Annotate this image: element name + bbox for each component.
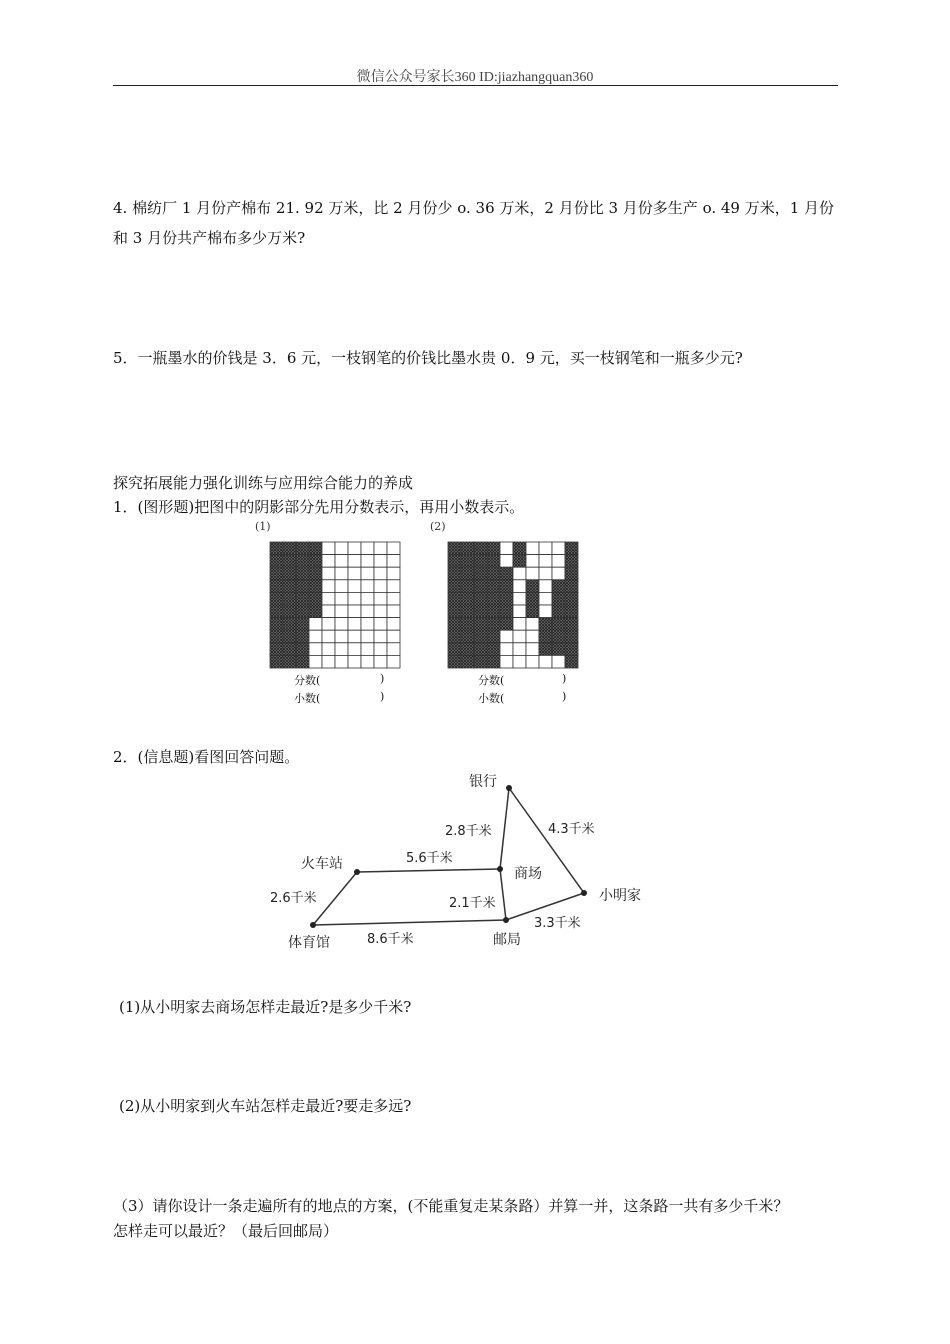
grid-cell-shaded xyxy=(539,618,552,631)
home-point xyxy=(581,890,587,896)
grid-cell-shaded xyxy=(500,618,513,631)
sub-question-1: (1)从小明家去商场怎样走最近?是多少千米? xyxy=(119,998,412,1016)
grid-cell-shaded xyxy=(448,592,461,605)
grid-cell-shaded xyxy=(448,542,461,555)
exercise-2: 2．(信息题)看图回答问题。 xyxy=(113,748,300,766)
grid-cell-shaded xyxy=(270,580,283,593)
grid-cell xyxy=(361,655,374,668)
route-map xyxy=(260,765,660,955)
station-label: 火车站 xyxy=(301,856,343,872)
grid-cell-shaded xyxy=(487,643,500,656)
grid-cell-shaded xyxy=(500,605,513,618)
grid-cell xyxy=(309,630,322,643)
grid-cell-shaded xyxy=(283,630,296,643)
grid-2-fraction-label: 分数( xyxy=(478,674,505,687)
grid-cell-shaded xyxy=(448,580,461,593)
grid-cell-shaded xyxy=(461,618,474,631)
distance-bank-home: 4.3千米 xyxy=(548,822,595,837)
grid-cell xyxy=(309,643,322,656)
grid-cell xyxy=(539,655,552,668)
grid-cell-shaded xyxy=(565,605,578,618)
grid-cell xyxy=(374,655,387,668)
road-mall-post xyxy=(500,869,506,920)
grid-cell-shaded xyxy=(283,605,296,618)
grid-cell-shaded xyxy=(448,567,461,580)
grid-cell-shaded xyxy=(474,542,487,555)
grid-cell xyxy=(361,643,374,656)
grid-2-decimal-line xyxy=(478,690,578,706)
grid-cell xyxy=(500,630,513,643)
grid-cell-shaded xyxy=(552,580,565,593)
grid-1-decimal-close: ) xyxy=(380,690,385,703)
gym-label: 体育馆 xyxy=(288,935,330,951)
grid-figure-2 xyxy=(426,520,586,710)
grid-cell-shaded xyxy=(565,655,578,668)
grid-cell-shaded xyxy=(461,542,474,555)
grid-cell xyxy=(387,643,400,656)
grid-cell-shaded xyxy=(461,643,474,656)
grid-cell xyxy=(374,630,387,643)
grid-cell-shaded xyxy=(539,643,552,656)
grid-cell xyxy=(387,655,400,668)
grid-cell xyxy=(348,592,361,605)
grid-cell xyxy=(348,630,361,643)
grid-cell-shaded xyxy=(474,618,487,631)
grid-cell-shaded xyxy=(526,592,539,605)
grid-cell-shaded xyxy=(283,655,296,668)
grid-cell-shaded xyxy=(487,555,500,568)
grid-cell xyxy=(335,567,348,580)
grid-2-fraction-line xyxy=(478,672,578,688)
grid-cell xyxy=(387,555,400,568)
grid-cell-shaded xyxy=(270,643,283,656)
grid-cell-shaded xyxy=(500,580,513,593)
grid-cell-shaded xyxy=(448,643,461,656)
grid-cell xyxy=(526,655,539,668)
grid-cell xyxy=(513,605,526,618)
grid-cell-shaded xyxy=(474,630,487,643)
grid-cell xyxy=(552,542,565,555)
grid-cell xyxy=(513,655,526,668)
grid-cell-shaded xyxy=(309,542,322,555)
grid-cell xyxy=(348,655,361,668)
grid-cell-shaded xyxy=(565,542,578,555)
grid-cell xyxy=(335,630,348,643)
grid-cell-shaded xyxy=(565,643,578,656)
grid-cell xyxy=(361,555,374,568)
grid-cell xyxy=(500,643,513,656)
grid-cell-shaded xyxy=(487,655,500,668)
grid-cell xyxy=(335,618,348,631)
grid-cell-shaded xyxy=(296,630,309,643)
grid-cell xyxy=(552,567,565,580)
grid-cell-shaded xyxy=(270,555,283,568)
bank-label: 银行 xyxy=(469,774,497,790)
grid-cell-shaded xyxy=(270,542,283,555)
distance-gym-post: 8.6千米 xyxy=(367,932,414,947)
grid-cell xyxy=(526,643,539,656)
grid-cell-shaded xyxy=(461,580,474,593)
grid-1-fraction-line xyxy=(294,672,394,688)
grid-2 xyxy=(447,541,579,669)
grid-2-decimal-label: 小数( xyxy=(478,692,505,705)
grid-cell-shaded xyxy=(487,542,500,555)
grid-cell xyxy=(374,592,387,605)
grid-cell-shaded xyxy=(565,567,578,580)
grid-cell-shaded xyxy=(461,655,474,668)
grid-cell-shaded xyxy=(448,555,461,568)
grid-cell-shaded xyxy=(448,618,461,631)
grid-cell xyxy=(552,555,565,568)
grid-cell xyxy=(335,592,348,605)
station-point xyxy=(354,869,360,875)
grid-1-decimal-label: 小数( xyxy=(294,692,321,705)
distance-post-home: 3.3千米 xyxy=(534,916,581,931)
grid-cell xyxy=(348,643,361,656)
grid-cell xyxy=(526,630,539,643)
grid-cell xyxy=(374,567,387,580)
mall-label: 商场 xyxy=(514,866,542,882)
grid-cell-shaded xyxy=(474,580,487,593)
grid-cell-shaded xyxy=(283,618,296,631)
grid-cell-shaded xyxy=(270,605,283,618)
grid-cell xyxy=(539,605,552,618)
grid-cell xyxy=(322,567,335,580)
grid-cell-shaded xyxy=(283,555,296,568)
grid-1-decimal-line xyxy=(294,690,394,706)
grid-cell xyxy=(348,605,361,618)
distance-station-gym: 2.6千米 xyxy=(270,891,317,906)
grid-cell xyxy=(539,567,552,580)
grid-cell xyxy=(526,618,539,631)
grid-cell-shaded xyxy=(513,555,526,568)
grid-cell-shaded xyxy=(283,567,296,580)
grid-cell-shaded xyxy=(474,643,487,656)
grid-cell xyxy=(500,542,513,555)
grid-cell-shaded xyxy=(270,630,283,643)
grid-cell-shaded xyxy=(513,542,526,555)
grid-cell xyxy=(335,655,348,668)
grid-cell-shaded xyxy=(552,605,565,618)
grid-cell-shaded xyxy=(474,592,487,605)
grid-cell xyxy=(526,567,539,580)
grid-cell xyxy=(322,630,335,643)
grid-cell-shaded xyxy=(565,618,578,631)
grid-cell xyxy=(361,580,374,593)
grid-cell xyxy=(361,542,374,555)
grid-cell xyxy=(387,605,400,618)
sub-question-2: (2)从小明家到火车站怎样走最近?要走多远? xyxy=(119,1097,412,1115)
grid-cell-shaded xyxy=(283,580,296,593)
grid-cell-shaded xyxy=(565,555,578,568)
grid-cell xyxy=(539,580,552,593)
grid-cell-shaded xyxy=(474,567,487,580)
grid-cell xyxy=(387,630,400,643)
grid-cell-shaded xyxy=(526,580,539,593)
grid-1-fraction-label: 分数( xyxy=(294,674,321,687)
grid-cell-shaded xyxy=(309,580,322,593)
grid-cell-shaded xyxy=(309,592,322,605)
grid-cell-shaded xyxy=(487,592,500,605)
grid-figure-1 xyxy=(250,520,410,710)
grid-cell xyxy=(361,605,374,618)
grid-cell-shaded xyxy=(309,605,322,618)
grid-cell xyxy=(322,542,335,555)
grid-cell-shaded xyxy=(474,605,487,618)
grid-cell xyxy=(322,618,335,631)
grid-cell xyxy=(374,605,387,618)
sub-question-3-line-1: （3）请你设计一条走遍所有的地点的方案，(不能重复走某条路）并算一并，这条路一共有多少千米？ xyxy=(113,1197,789,1215)
grid-cell xyxy=(539,592,552,605)
post-label: 邮局 xyxy=(493,932,521,948)
grid-cell-shaded xyxy=(487,567,500,580)
bank-point xyxy=(506,785,512,791)
grid-cell xyxy=(322,605,335,618)
grid-cell-shaded xyxy=(461,630,474,643)
grid-cell-shaded xyxy=(487,618,500,631)
grid-cell-shaded xyxy=(296,618,309,631)
grid-cell-shaded xyxy=(270,592,283,605)
grid-cell-shaded xyxy=(296,643,309,656)
grid-cell xyxy=(348,567,361,580)
grid-cell-shaded xyxy=(552,630,565,643)
grid-cell xyxy=(513,592,526,605)
grid-cell-shaded xyxy=(461,567,474,580)
grid-cell-shaded xyxy=(552,592,565,605)
grid-2-decimal-close: ) xyxy=(562,690,567,703)
grid-cell xyxy=(513,580,526,593)
grid-cell-shaded xyxy=(283,592,296,605)
road-mall-bank xyxy=(500,788,509,869)
grid-cell-shaded xyxy=(539,630,552,643)
grid-cell-shaded xyxy=(552,618,565,631)
grid-cell xyxy=(539,555,552,568)
grid-1-fraction-close: ) xyxy=(380,672,385,685)
grid-cell-shaded xyxy=(309,567,322,580)
grid-cell-shaded xyxy=(448,630,461,643)
post-point xyxy=(503,917,509,923)
grid-cell-shaded xyxy=(270,655,283,668)
distance-mall-post: 2.1千米 xyxy=(449,896,496,911)
grid-cell-shaded xyxy=(448,655,461,668)
grid-cell-shaded xyxy=(461,555,474,568)
grid-cell-shaded xyxy=(526,605,539,618)
grid-cell xyxy=(526,542,539,555)
grid-2-fraction-close: ) xyxy=(562,672,567,685)
grid-cell xyxy=(500,655,513,668)
grid-cell xyxy=(374,618,387,631)
grid-cell-shaded xyxy=(296,655,309,668)
grid-cell xyxy=(387,580,400,593)
gym-point xyxy=(310,922,316,928)
distance-station-mall: 5.6千米 xyxy=(406,851,453,866)
grid-cell xyxy=(348,580,361,593)
grid-cell-shaded xyxy=(487,630,500,643)
grid-cell-shaded xyxy=(270,567,283,580)
grid-cell xyxy=(348,618,361,631)
road-station-gym xyxy=(313,872,357,925)
grid-cell xyxy=(335,555,348,568)
grid-1 xyxy=(269,541,401,669)
grid-2-label: (2) xyxy=(430,520,446,533)
grid-cell xyxy=(361,567,374,580)
grid-cell xyxy=(361,618,374,631)
grid-cell xyxy=(513,630,526,643)
mall-point xyxy=(497,866,503,872)
grid-cell xyxy=(361,592,374,605)
grid-cell-shaded xyxy=(461,605,474,618)
grid-cell xyxy=(322,580,335,593)
grid-cell xyxy=(335,643,348,656)
grid-cell xyxy=(309,655,322,668)
grid-cell-shaded xyxy=(296,605,309,618)
grid-cell-shaded xyxy=(461,592,474,605)
grid-cell-shaded xyxy=(565,580,578,593)
grid-cell xyxy=(374,542,387,555)
grid-cell-shaded xyxy=(283,643,296,656)
grid-cell-shaded xyxy=(474,655,487,668)
grid-cell xyxy=(322,555,335,568)
grid-cell-shaded xyxy=(309,555,322,568)
grid-cell xyxy=(335,580,348,593)
exercise-1: 1．(图形题)把图中的阴影部分先用分数表示，再用小数表示。 xyxy=(113,498,525,516)
header-rule xyxy=(113,85,838,86)
grid-cell xyxy=(387,567,400,580)
question-5: 5．一瓶墨水的价钱是 3．6 元，一枝钢笔的价钱比墨水贵 0．9 元，买一枝钢笔和一瓶多少元? xyxy=(113,349,743,367)
grid-cell xyxy=(322,643,335,656)
grid-cell xyxy=(387,592,400,605)
grid-cell xyxy=(374,555,387,568)
grid-cell-shaded xyxy=(565,630,578,643)
grid-cell xyxy=(387,542,400,555)
road-gym-post xyxy=(313,920,506,925)
grid-1-label: (1) xyxy=(255,520,271,533)
distance-mall-bank: 2.8千米 xyxy=(445,824,492,839)
grid-cell xyxy=(322,655,335,668)
grid-cell-shaded xyxy=(296,542,309,555)
grid-cell xyxy=(335,542,348,555)
grid-cell xyxy=(309,618,322,631)
grid-cell-shaded xyxy=(296,580,309,593)
grid-cell xyxy=(526,555,539,568)
grid-cell xyxy=(348,542,361,555)
grid-cell xyxy=(322,592,335,605)
grid-cell xyxy=(513,643,526,656)
grid-cell xyxy=(500,555,513,568)
grid-cell xyxy=(539,542,552,555)
grid-cell-shaded xyxy=(487,580,500,593)
grid-cell xyxy=(374,580,387,593)
grid-cell-shaded xyxy=(296,592,309,605)
grid-cell-shaded xyxy=(565,592,578,605)
grid-cell xyxy=(361,630,374,643)
section-title: 探究拓展能力强化训练与应用综合能力的养成 xyxy=(113,474,414,492)
grid-cell-shaded xyxy=(296,567,309,580)
grid-cell-shaded xyxy=(474,555,487,568)
grid-cell-shaded xyxy=(500,567,513,580)
grid-cell-shaded xyxy=(283,542,296,555)
grid-cell xyxy=(387,618,400,631)
grid-cell-shaded xyxy=(500,592,513,605)
grid-cell xyxy=(552,655,565,668)
grid-cell-shaded xyxy=(552,643,565,656)
road-station-mall xyxy=(357,869,500,872)
grid-cell-shaded xyxy=(270,618,283,631)
home-label: 小明家 xyxy=(599,888,641,904)
grid-cell-shaded xyxy=(296,555,309,568)
grid-cell xyxy=(513,618,526,631)
question-4: 4. 棉纺厂 1 月份产棉布 21. 92 万米，比 2 月份少 o. 36 万米，2 月份比 3 月份多生产 o. 49 万米，1 月份和 3 月份共产棉布多少万米? xyxy=(113,199,835,247)
grid-cell-shaded xyxy=(487,605,500,618)
grid-cell xyxy=(374,643,387,656)
grid-cell xyxy=(513,567,526,580)
grid-cell xyxy=(348,555,361,568)
grid-cell-shaded xyxy=(448,605,461,618)
grid-cell xyxy=(335,605,348,618)
sub-question-3-line-2: 怎样走可以最近？（最后回邮局） xyxy=(113,1222,339,1240)
page-header: 微信公众号家长360 ID:jiazhangquan360 xyxy=(356,70,594,85)
